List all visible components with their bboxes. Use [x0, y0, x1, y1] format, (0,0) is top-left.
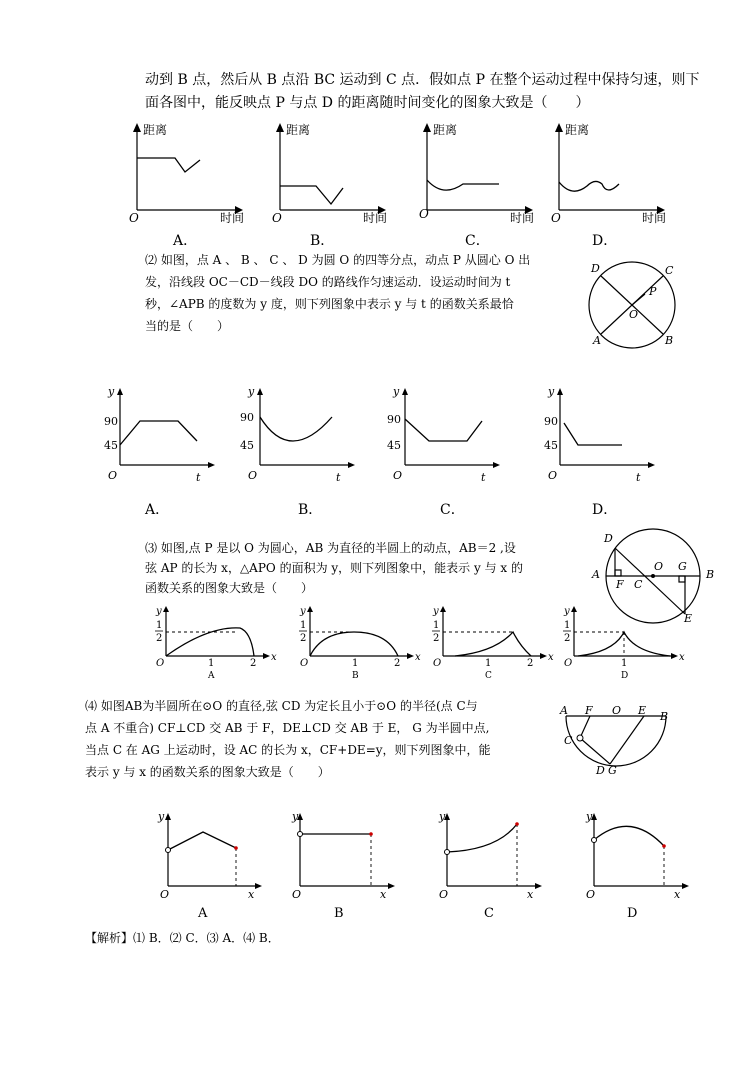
q2-text-line3: 秒，∠APB 的度数为 y 度，则下列图象中表示 y 与 t 的函数关系最恰 — [145, 297, 514, 311]
svg-text:90: 90 — [387, 413, 401, 426]
q1b-ylabel: 距离 — [286, 123, 311, 137]
q4-figure — [558, 704, 678, 776]
q4-option-b: B — [334, 906, 344, 921]
svg-text:y: y — [439, 810, 446, 823]
q2-text-line2: 发，沿线段 OC－CD－线段 DO 的路线作匀速运动．设运动时间为 t — [145, 275, 511, 289]
q1-option-b: B． — [310, 233, 335, 249]
svg-text:1: 1 — [156, 620, 163, 631]
svg-text:D: D — [591, 262, 600, 275]
svg-text:O: O — [160, 888, 170, 901]
svg-text:A: A — [560, 704, 568, 717]
answer-line: 【解析】⑴ B．⑵ C．⑶ A．⑷ B． — [85, 931, 280, 945]
svg-text:y: y — [548, 385, 555, 398]
svg-text:45: 45 — [104, 439, 118, 452]
q1a-origin: O — [129, 211, 139, 225]
svg-text:E: E — [638, 704, 647, 717]
svg-text:O: O — [548, 469, 558, 482]
q1-graph-b — [268, 118, 398, 228]
q4-option-d: D — [627, 906, 638, 921]
svg-text:t: t — [196, 471, 201, 484]
svg-text:y: y — [433, 606, 439, 617]
svg-text:C: C — [564, 734, 573, 747]
svg-text:y: y — [108, 385, 115, 398]
svg-text:2: 2 — [156, 633, 163, 644]
q2-option-a: A． — [145, 502, 170, 518]
q1b-origin: O — [272, 211, 282, 225]
svg-text:90: 90 — [240, 411, 254, 424]
svg-text:t: t — [336, 471, 341, 484]
svg-text:1: 1 — [300, 620, 307, 631]
q1d-origin: O — [551, 211, 561, 225]
q4-option-a: A — [198, 906, 208, 921]
svg-text:O: O — [439, 888, 449, 901]
q1c-xlabel: 时间 — [510, 211, 535, 225]
svg-text:F: F — [585, 704, 593, 717]
q3-graph-a — [148, 606, 278, 681]
svg-text:x: x — [248, 888, 255, 901]
svg-text:y: y — [158, 810, 165, 823]
svg-text:G: G — [678, 560, 687, 573]
q1-option-a: A． — [173, 233, 198, 249]
q1-graph-d — [547, 118, 677, 228]
q2-graph-c — [385, 385, 505, 485]
svg-text:x: x — [415, 652, 421, 663]
q1a-xlabel: 时间 — [220, 211, 245, 225]
q2-graph-a — [100, 385, 220, 485]
q4-option-c: C — [484, 906, 494, 921]
svg-text:E: E — [684, 612, 693, 625]
svg-text:O: O — [612, 704, 622, 717]
svg-text:A: A — [208, 671, 215, 681]
svg-text:C: C — [485, 671, 492, 681]
svg-text:t: t — [481, 471, 486, 484]
svg-text:y: y — [586, 810, 593, 823]
q3-graph-c — [425, 606, 555, 681]
svg-text:y: y — [393, 385, 400, 398]
svg-text:y: y — [300, 606, 306, 617]
svg-text:1: 1 — [564, 620, 571, 631]
q3-text-line3: 函数关系的图象大致是（ ） — [145, 581, 314, 595]
svg-text:D: D — [604, 532, 613, 545]
svg-text:B: B — [665, 334, 674, 347]
svg-text:O: O — [564, 658, 573, 669]
q1c-origin: O — [419, 207, 429, 221]
svg-text:1: 1 — [352, 658, 359, 669]
q3-graph-d — [556, 606, 686, 681]
q4-text-line3: 当点 C 在 AG 上运动时，设 AC 的长为 x，CF+DE=y，则下列图象中，能 — [85, 743, 491, 757]
q1c-ylabel: 距离 — [433, 123, 458, 137]
q2-graph-b — [240, 385, 360, 485]
q3-graph-b — [292, 606, 422, 681]
svg-text:P: P — [649, 285, 657, 298]
q4-graph-d — [572, 810, 702, 905]
svg-text:B: B — [706, 568, 715, 581]
q3-text-line2: 弦 AP 的长为 x，△APO 的面积为 y，则下列图象中，能表示 y 与 x 的 — [145, 561, 523, 575]
q2-text-line1: ⑵ 如图，点 A 、 B 、 C 、 D 为圆 O 的四等分点，动点 P 从圆心 O 出 — [145, 253, 531, 267]
q2-option-d: D． — [592, 502, 618, 518]
q4-graph-b — [278, 810, 408, 905]
q2-option-b: B． — [298, 502, 323, 518]
q1-option-c: C． — [465, 233, 490, 249]
svg-text:A: A — [593, 334, 601, 347]
svg-text:x: x — [548, 652, 554, 663]
svg-text:2: 2 — [250, 658, 257, 669]
q4-text-line4: 表示 y 与 x 的函数关系的图象大致是（ ） — [85, 765, 330, 779]
q1-graph-a — [125, 118, 255, 228]
svg-text:y: y — [156, 606, 162, 617]
q3-text-line1: ⑶ 如图,点 P 是以 O 为圆心，AB 为直径的半圆上的动点，AB＝2 ,设 — [145, 541, 516, 555]
q2-graph-d — [540, 385, 660, 485]
svg-text:C: C — [634, 578, 643, 591]
svg-text:x: x — [674, 888, 681, 901]
svg-text:O: O — [248, 469, 258, 482]
svg-text:O: O — [654, 560, 664, 573]
svg-text:B: B — [660, 710, 669, 723]
svg-text:G: G — [608, 764, 617, 777]
q1-text-line2: 面各图中，能反映点 P 与点 D 的距离随时间变化的图象大致是（ ） — [145, 95, 590, 111]
svg-text:O: O — [156, 658, 165, 669]
svg-text:2: 2 — [300, 633, 307, 644]
svg-text:O: O — [629, 308, 639, 321]
svg-text:C: C — [665, 264, 674, 277]
svg-text:A: A — [592, 568, 600, 581]
svg-text:F: F — [616, 578, 624, 591]
q1-option-d: D． — [592, 233, 618, 249]
q2-option-c: C． — [440, 502, 465, 518]
q4-text-line1: ⑷ 如图AB为半圆所在⊙O 的直径,弦 CD 为定长且小于⊙O 的半径(点 C与 — [85, 699, 478, 713]
q1d-xlabel: 时间 — [642, 211, 667, 225]
svg-text:1: 1 — [485, 658, 492, 669]
q2-figure — [585, 258, 685, 353]
svg-text:t: t — [636, 471, 641, 484]
svg-text:D: D — [621, 671, 629, 681]
svg-text:2: 2 — [527, 658, 534, 669]
svg-text:2: 2 — [394, 658, 401, 669]
svg-text:2: 2 — [564, 633, 571, 644]
svg-text:x: x — [527, 888, 534, 901]
svg-text:O: O — [433, 658, 442, 669]
svg-text:O: O — [393, 469, 403, 482]
q1b-xlabel: 时间 — [363, 211, 388, 225]
svg-text:x: x — [679, 652, 685, 663]
svg-text:90: 90 — [104, 415, 118, 428]
q2-text-line4: 当的是（ ） — [145, 319, 230, 333]
q1a-ylabel: 距离 — [143, 123, 168, 137]
q1-text-line1: 动到 B 点，然后从 B 点沿 BC 运动到 C 点．假如点 P 在整个运动过程中保持匀速，则下 — [145, 72, 700, 88]
svg-text:1: 1 — [208, 658, 215, 669]
svg-text:y: y — [292, 810, 299, 823]
svg-text:45: 45 — [387, 439, 401, 452]
q4-graph-c — [425, 810, 555, 905]
svg-text:90: 90 — [544, 415, 558, 428]
q4-graph-a — [140, 810, 270, 905]
svg-text:y: y — [564, 606, 570, 617]
svg-text:O: O — [292, 888, 302, 901]
svg-text:x: x — [380, 888, 387, 901]
svg-text:y: y — [248, 385, 255, 398]
svg-text:O: O — [108, 469, 118, 482]
svg-text:B: B — [352, 671, 359, 681]
q1-graph-c — [415, 118, 545, 228]
svg-text:45: 45 — [544, 439, 558, 452]
q4-text-line2: 点 A 不重合) CF⊥CD 交 AB 于 F，DE⊥CD 交 AB 于 E， G 为半圆中点, — [85, 721, 490, 735]
svg-text:D: D — [596, 764, 605, 777]
q1d-ylabel: 距离 — [565, 123, 590, 137]
svg-text:45: 45 — [240, 439, 254, 452]
svg-text:O: O — [300, 658, 309, 669]
svg-text:O: O — [586, 888, 596, 901]
svg-text:1: 1 — [621, 658, 628, 669]
svg-text:x: x — [271, 652, 277, 663]
svg-text:1: 1 — [433, 620, 440, 631]
svg-text:2: 2 — [433, 633, 440, 644]
